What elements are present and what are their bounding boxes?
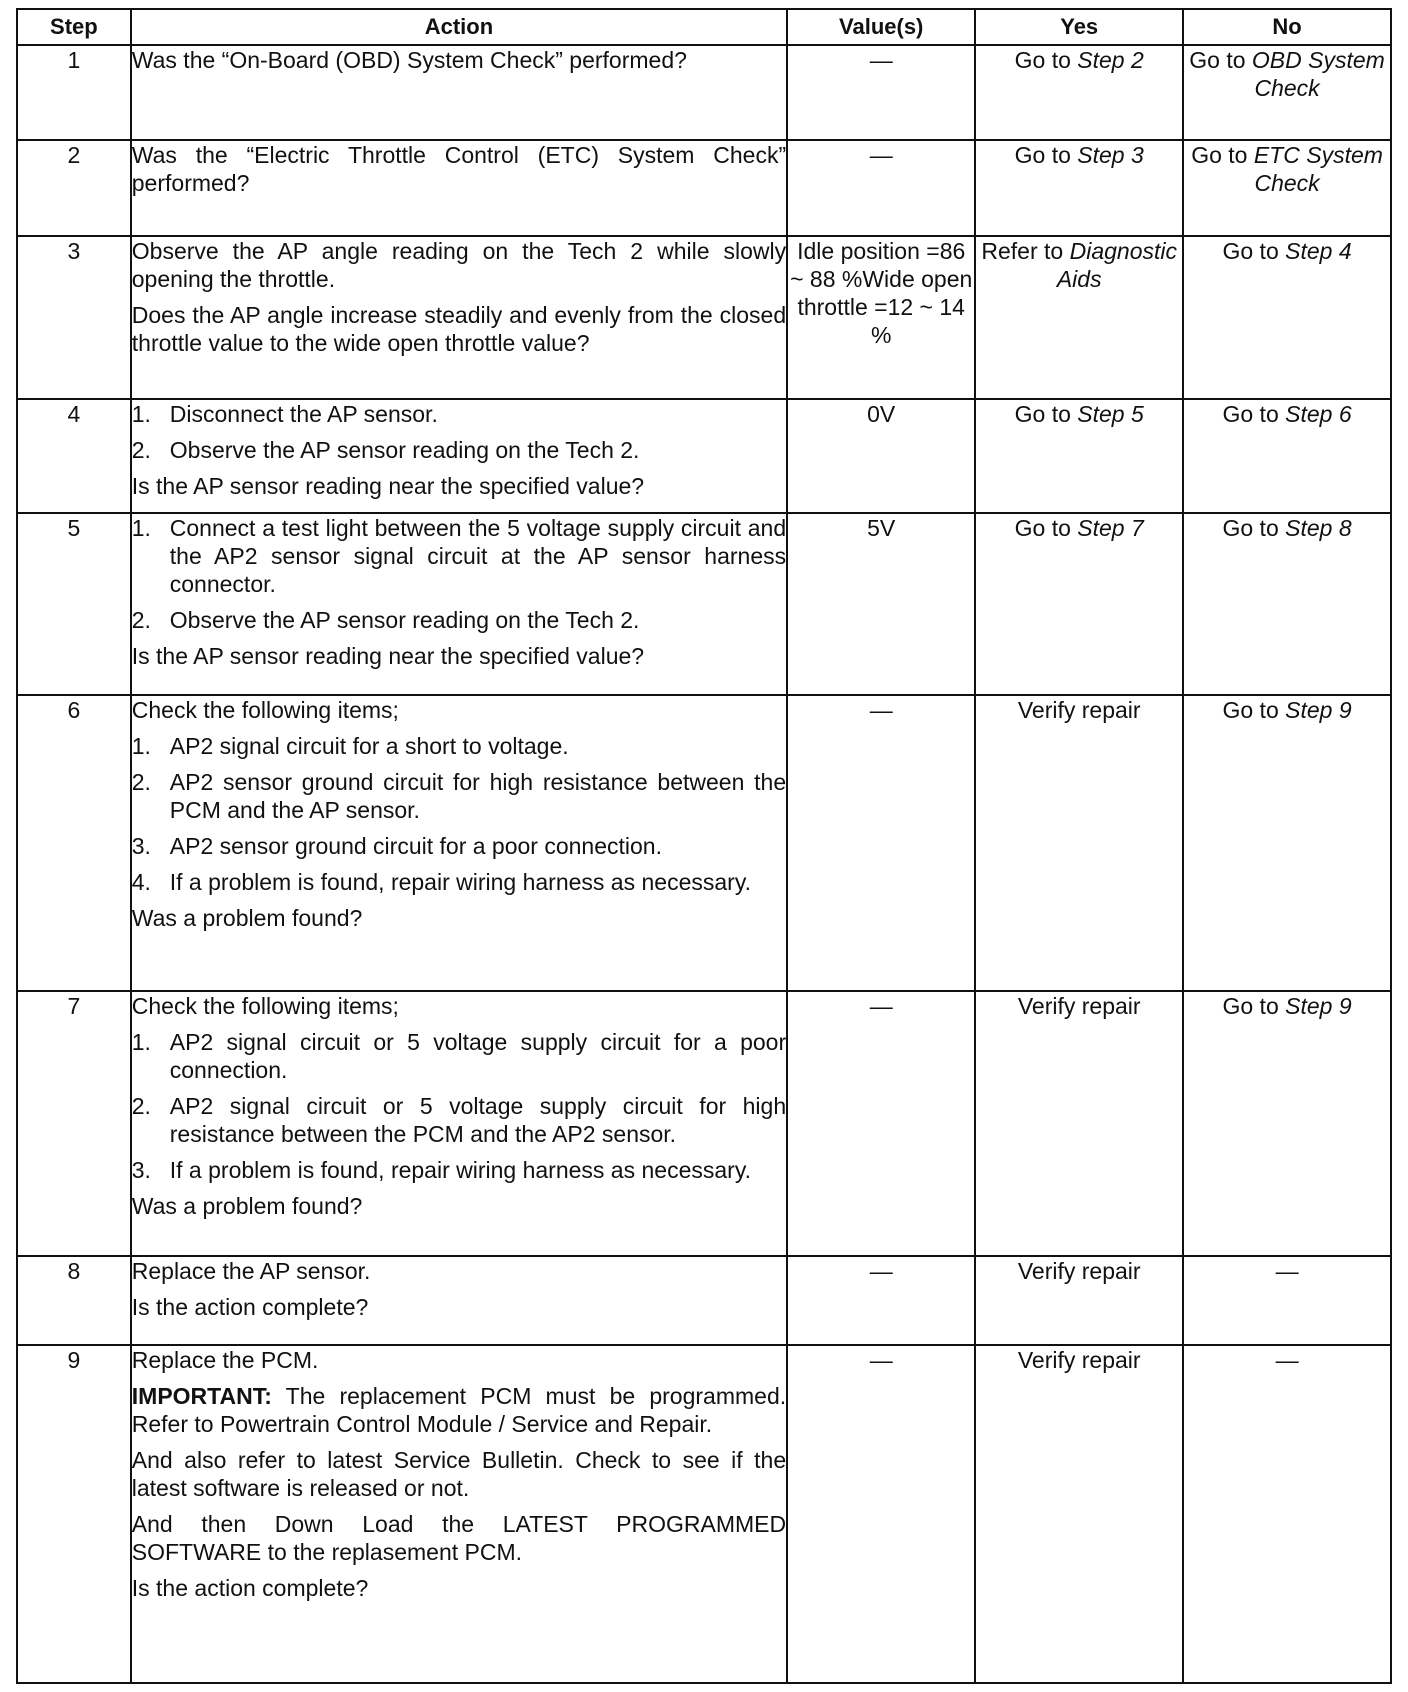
no-link: Step 6: [1285, 401, 1352, 428]
header-no: No: [1183, 9, 1391, 45]
action-cell: [131, 1345, 787, 1683]
yes-link: Step 2: [1077, 47, 1144, 73]
no-link: Step 4: [1285, 237, 1352, 264]
yes-cell: Verify repair: [975, 695, 1183, 991]
value-cell: —: [787, 140, 975, 235]
item-number: 2.: [131, 606, 151, 633]
item-number: 1.: [131, 1029, 151, 1056]
step-number: 9: [17, 1345, 131, 1683]
action-cell: [131, 140, 787, 235]
item-text: AP2 signal circuit for a short to voltage.: [169, 733, 569, 760]
yes-link: Step 5: [1077, 401, 1144, 428]
item-text: AP2 sensor ground circuit for a poor connection.: [169, 833, 662, 860]
header-row: [17, 9, 1391, 45]
item-text: Observe the AP sensor reading on the Tech 2.: [169, 606, 640, 633]
item-number: 1.: [131, 401, 151, 428]
action-cell: [131, 513, 787, 695]
value-cell: —: [787, 991, 975, 1256]
header-action: Action: [131, 9, 787, 45]
list-item: [132, 514, 786, 598]
action-text: Was the “On-Board (OBD) System Check” performed?: [131, 47, 687, 73]
action-intro: Check the following items;: [131, 993, 399, 1020]
item-number: 1.: [131, 514, 151, 541]
list-item: [132, 1092, 786, 1148]
table-row: [17, 991, 1391, 1256]
list-item: [132, 868, 786, 896]
item-text: Disconnect the AP sensor.: [169, 401, 438, 428]
value-cell: —: [787, 45, 975, 140]
header-yes: Yes: [975, 9, 1183, 45]
yes-prefix: Refer to: [981, 237, 1070, 264]
item-text: If a problem is found, repair wiring harness as necessary.: [169, 869, 751, 896]
item-number: 3.: [131, 1157, 151, 1184]
yes-prefix: Go to: [1014, 514, 1078, 541]
item-number: 2.: [131, 1093, 151, 1120]
no-cell: [1183, 45, 1391, 140]
action-cell: [131, 399, 787, 513]
no-link: ETC System Check: [1253, 142, 1383, 197]
action-intro: Check the following items;: [131, 697, 399, 724]
list-item: [132, 1028, 786, 1084]
item-text: If a problem is found, repair wiring harness as necessary.: [169, 1157, 751, 1184]
action-question: Does the AP angle increase steadily and evenly from the closed throttle value to the wide open throttle value?: [131, 301, 787, 356]
yes-prefix: Go to: [1014, 401, 1078, 428]
list-item: [132, 768, 786, 824]
action-text: Observe the AP angle reading on the Tech 2 while slowly opening the throttle.: [131, 237, 787, 292]
action-text: Replace the PCM.: [131, 1347, 319, 1374]
action-question: Is the AP sensor reading near the specified value?: [131, 642, 645, 669]
no-prefix: Go to: [1222, 401, 1286, 428]
item-text: AP2 signal circuit or 5 voltage supply circuit for high resistance between the PCM and the AP2 sensor.: [169, 1093, 787, 1148]
no-prefix: Go to: [1222, 237, 1286, 264]
action-cell: [131, 991, 787, 1256]
no-prefix: Go to: [1189, 47, 1252, 73]
step-number: 5: [17, 513, 131, 695]
no-link: Step 9: [1285, 697, 1352, 724]
step-number: 8: [17, 1256, 131, 1345]
value-cell: Idle position =86 ~ 88 %Wide open throttle =12 ~ 14 %: [787, 236, 975, 400]
item-number: 3.: [131, 833, 151, 860]
item-text: AP2 signal circuit or 5 voltage supply circuit for a poor connection.: [169, 1029, 787, 1084]
item-text: Connect a test light between the 5 voltage supply circuit and the AP2 sensor signal circuit at the AP sensor harness connector.: [169, 514, 787, 597]
step-number: 7: [17, 991, 131, 1256]
no-prefix: Go to: [1191, 142, 1254, 169]
no-link: OBD System Check: [1251, 47, 1385, 101]
table-row: [17, 1256, 1391, 1345]
table-row: [17, 140, 1391, 235]
yes-prefix: Go to: [1014, 142, 1078, 169]
no-cell: [1183, 513, 1391, 695]
action-text: Was the “Electric Throttle Control (ETC) System Check” performed?: [131, 142, 787, 197]
value-cell: 5V: [787, 513, 975, 695]
important-text: The replacement PCM must be programmed. Refer to Powertrain Control Module / Service and Repair.: [131, 1383, 787, 1438]
table-row: [17, 399, 1391, 513]
list-item: [132, 606, 786, 634]
item-number: 4.: [131, 869, 151, 896]
no-prefix: Go to: [1222, 993, 1286, 1020]
no-cell: [1183, 399, 1391, 513]
no-cell: —: [1183, 1345, 1391, 1683]
no-link: Step 8: [1285, 514, 1352, 541]
no-cell: [1183, 991, 1391, 1256]
value-cell: —: [787, 1256, 975, 1345]
yes-link: Step 3: [1077, 142, 1144, 169]
action-question: Is the AP sensor reading near the specified value?: [131, 473, 645, 500]
yes-cell: Verify repair: [975, 1256, 1183, 1345]
step-number: 3: [17, 236, 131, 400]
yes-cell: [975, 513, 1183, 695]
no-prefix: Go to: [1222, 697, 1286, 724]
value-cell: —: [787, 1345, 975, 1683]
table-row: [17, 1345, 1391, 1683]
table-row: [17, 513, 1391, 695]
value-cell: 0V: [787, 399, 975, 513]
list-item: [132, 400, 786, 428]
important-label: IMPORTANT:: [131, 1383, 272, 1410]
item-number: 2.: [131, 769, 151, 796]
action-question: Was a problem found?: [131, 905, 363, 932]
important-note: [132, 1382, 786, 1438]
no-cell: —: [1183, 1256, 1391, 1345]
action-text: And also refer to latest Service Bulletin. Check to see if the latest software is released or not.: [131, 1447, 787, 1502]
action-text: And then Down Load the LATEST PROGRAMMED SOFTWARE to the replasement PCM.: [131, 1511, 787, 1566]
table-row: [17, 45, 1391, 140]
diagnostic-table: [16, 8, 1392, 1684]
list-item: [132, 1156, 786, 1184]
table-row: [17, 236, 1391, 400]
action-question: Was a problem found?: [131, 1193, 363, 1220]
action-cell: [131, 695, 787, 991]
yes-cell: [975, 140, 1183, 235]
list-item: [132, 832, 786, 860]
item-text: AP2 sensor ground circuit for high resistance between the PCM and the AP sensor.: [169, 769, 787, 824]
value-cell: —: [787, 695, 975, 991]
step-number: 4: [17, 399, 131, 513]
step-number: 6: [17, 695, 131, 991]
yes-cell: [975, 399, 1183, 513]
no-cell: [1183, 140, 1391, 235]
no-link: Step 9: [1285, 993, 1352, 1020]
yes-cell: Verify repair: [975, 1345, 1183, 1683]
action-cell: [131, 45, 787, 140]
item-text: Observe the AP sensor reading on the Tech 2.: [169, 437, 640, 464]
list-item: [132, 732, 786, 760]
no-prefix: Go to: [1222, 514, 1286, 541]
no-cell: [1183, 236, 1391, 400]
yes-cell: [975, 236, 1183, 400]
yes-cell: Verify repair: [975, 991, 1183, 1256]
table-row: [17, 695, 1391, 991]
action-question: Is the action complete?: [131, 1294, 369, 1321]
yes-prefix: Go to: [1014, 47, 1078, 73]
yes-cell: [975, 45, 1183, 140]
header-step: Step: [17, 9, 131, 45]
yes-link: Step 7: [1077, 514, 1144, 541]
action-text: Replace the AP sensor.: [131, 1258, 371, 1285]
no-cell: [1183, 695, 1391, 991]
header-values: Value(s): [787, 9, 975, 45]
action-cell: [131, 236, 787, 400]
yes-link: Diagnostic Aids: [1056, 237, 1177, 292]
action-question: Is the action complete?: [131, 1575, 369, 1602]
step-number: 1: [17, 45, 131, 140]
step-number: 2: [17, 140, 131, 235]
action-cell: [131, 1256, 787, 1345]
list-item: [132, 436, 786, 464]
item-number: 2.: [131, 437, 151, 464]
item-number: 1.: [131, 733, 151, 760]
